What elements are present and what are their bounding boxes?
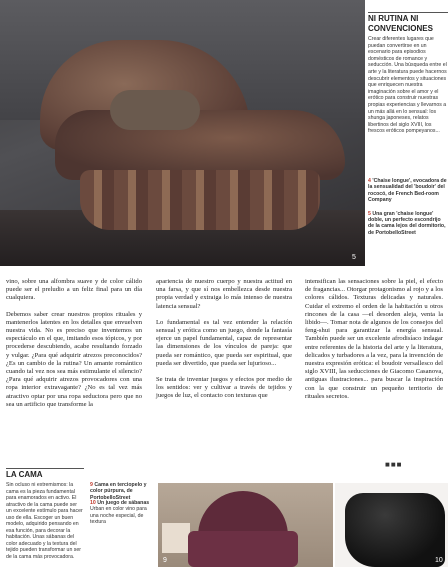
paragraph: Debemos saber crear nuestros propios rituales y mantenerlos latentes en los detalles que envuelven nuestra vida. No es preciso que inventemos un espectáculo en el que, imitando esos tópicos, y por procederse descubiendo, acabe resultando forzado y vulgar. ¿Para qué adquirir atrezos preconocidos? ¿Es un cambio de la rutina? Un amante romántico cuando tal vez nos sea más estimulante el silencio? ¿Para qué adquirir atrezos provocadores con una ropa interior extravagante? ¿No es tal vez más atractivo optar por una ropa seductora pero que no sea un artificio que transforme la	[6, 310, 142, 408]
la-cama-text: Sin ocluso ni extremismos: la cama es la pieza fundamental para enamorados en activo. El atractivo de la cama puede ser un excelente estímulo para hacer uso de ella. Escoger un buen modelo, adquirido pensando en esa función, para decorar la habitación. Unas sábanas del color adecuado y la textura del tejido pueden transformar un ser de la cama más provocadora.	[6, 482, 83, 560]
caption-text: Urban en color vino para una noche especial, de textura	[90, 506, 147, 525]
bed-photo	[158, 483, 333, 567]
caption-bold: 'Chaise longue', evocadora de la sensualidad del 'boudoir' del rococó, de French Bed-room Company	[368, 178, 447, 204]
bed-dresser	[162, 523, 190, 553]
pillow-photo	[335, 483, 448, 567]
caption-number: 10	[90, 500, 96, 506]
text-column-3	[305, 278, 443, 409]
la-cama-rule	[6, 468, 84, 469]
chaise-skirt	[80, 170, 320, 230]
bed-body	[188, 531, 298, 567]
sidebar-caption	[368, 178, 448, 204]
paragraph: Lo fundamental es tal vez entender la relación sensual y erótica como un juego, donde la fantasía ejerce un papel fundamental, capaz de representar las dimensiones de los vínculos de pareja: que pueda ser romántico, que pueda ser espiritual, que pueda ser divertido, que pueda ser lujurioso...	[156, 318, 292, 367]
end-mark: ■■■	[385, 460, 403, 469]
sidebar-rule	[368, 12, 448, 13]
photo-number: 5	[352, 254, 356, 261]
paragraph: Se trata de inventar juegos y efectos por medio de los sentidos: ver y cultivar a través de tejidos y juegos de luz, el contacto con texturas que	[156, 376, 292, 400]
sidebar-title: NI RUTINA NI CONVENCIONES	[368, 14, 433, 33]
caption-9	[90, 482, 156, 501]
caption-bold: Una gran 'chaise longue' doble, un perfecto escondrijo de la cama lejos del dormitorio, de PortobelloStreet	[368, 210, 446, 236]
chaise-pillow	[110, 90, 200, 130]
black-pillow	[345, 493, 445, 567]
sidebar-text: Crear diferentes lugares que puedan convertirse en un escenario para episodios domésticos de romance y seducción. Una búsqueda entre el arte y la literatura puede hacernos descubrir elementos y situaciones que enriquecen nuestra imaginación sobre el amor y el erótico para construir nuestras propias experiencias y llevarnos a un más allá en lo sensual: los shunga japoneses, relatos libertinos del siglo XVIII, los frescos eróticos pompeyanos...	[368, 36, 447, 135]
paragraph: vino, sobre una alfombra suave y de color cálido puede ser el preludio a un feliz final para un día cualquiera.	[6, 278, 142, 302]
sidebar-captions	[368, 178, 448, 236]
text-column-2	[156, 278, 292, 409]
paragraph: intensifican las sensaciones sobre la piel, el efecto de fragancias... Otorgar protagonismo al rojo y a los colores cálidos. Texturas delicadas y naturales. Cuidar el extremo el orden de la habitación u otros rincones de la casa —el desorden aleja, venta la libido—. Tomar nota de algunos de los consejos del feng-shui para garantizar la energía sensual. También puede ser un excelente afrodisíaco indagar entre referentes de la historia del arte y la literatura, delicados y turbadores a la vez, para la invención de nuestra expresión erótica: el boudoir versallesco del siglo XVIII, las seducciones de Giacomo Casanova, antiguas ilustraciones... para buscar la inspiración con la que construir un pequeño territorio de rituales secretos.	[305, 278, 443, 400]
text-column-1	[6, 278, 142, 417]
caption-bold: Cama en terciopelo y color púrpura, de PortobelloStreet	[90, 482, 147, 501]
la-cama-title: LA CAMA	[6, 470, 43, 479]
caption-number: 4	[368, 178, 371, 184]
caption-number: 5	[368, 210, 371, 217]
chaise-longue-photo	[0, 0, 365, 266]
sidebar-caption	[368, 211, 448, 237]
photo-number: 10	[435, 557, 443, 564]
caption-number: 9	[90, 482, 93, 488]
photo-number: 9	[163, 557, 167, 564]
caption-10	[90, 500, 156, 525]
caption-bold: Un juego de sábanas	[97, 500, 150, 506]
paragraph: apariencia de nuestro cuerpo y nuestra actitud en una farsa, y que sí nos embellezca desde nuestra propia verdad y extraiga lo más intenso de nuestra latencia sensual?	[156, 278, 292, 310]
